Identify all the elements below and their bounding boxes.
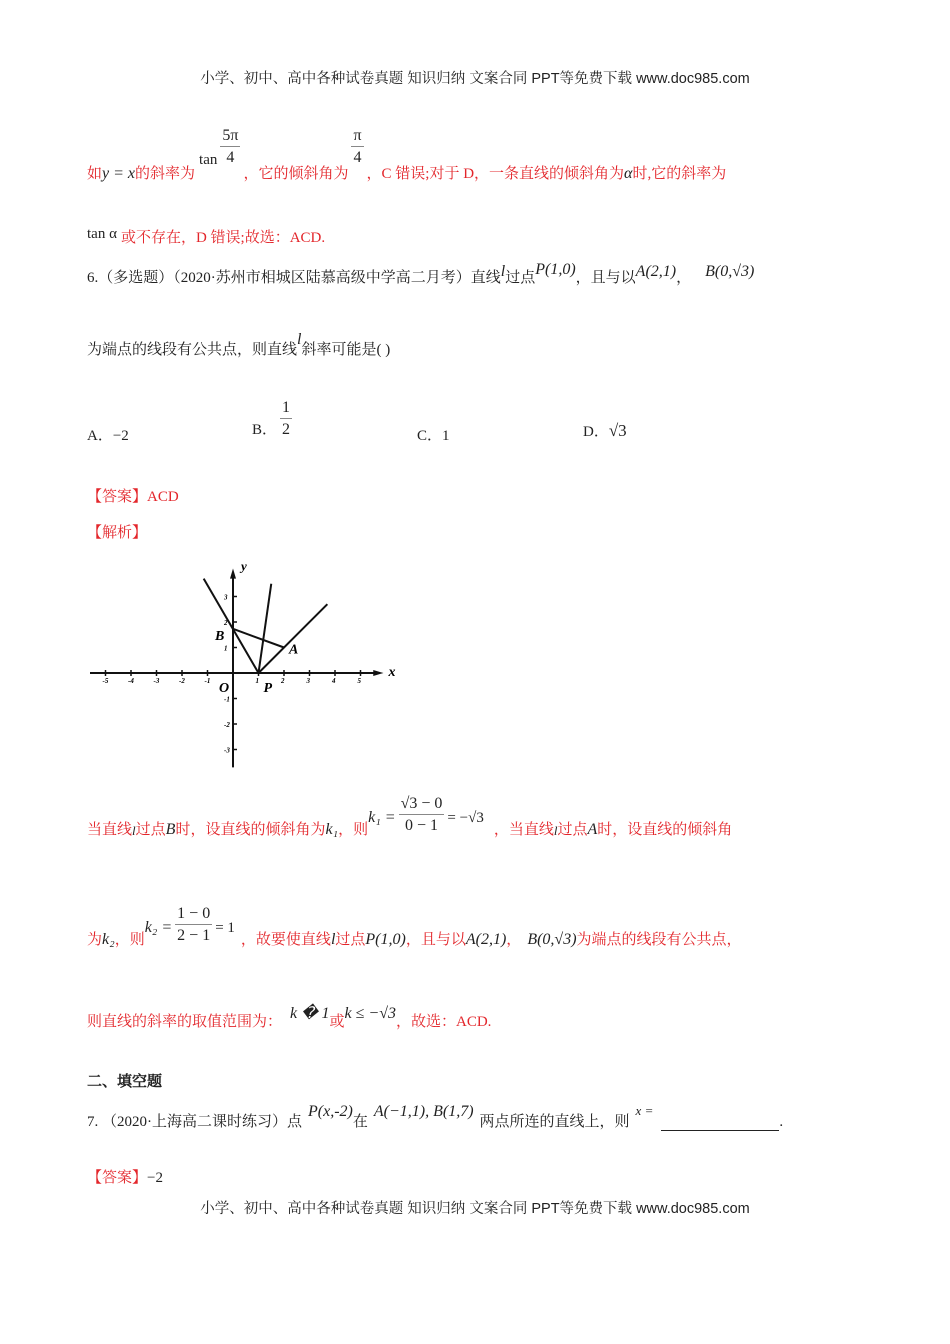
denominator: 2 − 1 xyxy=(177,927,211,944)
math: k � 1 xyxy=(290,1005,330,1022)
page-header: 小学、初中、高中各种试卷真题 知识归纳 文案合同 PPT等免费下载 www.doc985.com xyxy=(200,71,750,87)
text: 为 xyxy=(87,932,103,948)
answer-label: 【答案】 xyxy=(87,1170,148,1186)
x-tick-label: 2 xyxy=(281,677,285,685)
denominator: 4 xyxy=(226,149,235,166)
q6-stem-line-1 xyxy=(87,261,755,287)
math: k ≤ −√3 xyxy=(344,1005,397,1022)
option-b[interactable] xyxy=(252,398,295,441)
line-PB-extended xyxy=(204,579,259,673)
point-A-label: A xyxy=(289,642,299,658)
text: ，故选：ACD. xyxy=(396,1014,492,1030)
text: 当直线 xyxy=(87,822,133,838)
x-tick-label: -4 xyxy=(128,677,134,685)
math: l xyxy=(330,931,336,948)
solution-line-1 xyxy=(87,796,732,839)
text: 为端点的线段有公共点，则直线 xyxy=(87,342,298,358)
math: = 1 xyxy=(215,920,235,936)
solution-line-3 xyxy=(87,1005,492,1031)
text: 过点 xyxy=(505,270,536,286)
option-value: 1 xyxy=(442,428,450,444)
origin-label: O xyxy=(219,681,230,696)
y-tick-label: 3 xyxy=(224,593,228,602)
math: k₂ xyxy=(102,931,115,948)
text: 则直线的斜率的取值范围为： xyxy=(87,1014,283,1030)
math: l xyxy=(553,823,558,838)
denominator: 2 xyxy=(282,421,291,438)
math: α xyxy=(624,165,633,182)
y-axis-label: y xyxy=(241,560,247,574)
math: l xyxy=(500,263,506,280)
x-axis-arrow xyxy=(373,670,383,676)
y-tick-label: -3 xyxy=(224,746,230,755)
option-d[interactable] xyxy=(583,420,627,441)
math: B(0,√3) xyxy=(527,931,577,948)
text: 时,它的斜率为 xyxy=(632,166,727,182)
x-tick-label: 1 xyxy=(255,677,259,685)
x-axis-label: x xyxy=(388,665,396,680)
text: ，则 xyxy=(338,822,369,838)
q6-stem-line-2 xyxy=(87,331,391,359)
math: P(1,0) xyxy=(535,261,576,278)
math: = −√3 xyxy=(447,810,484,826)
q6-analysis-label: 【解析】 xyxy=(87,525,148,541)
math: tan α xyxy=(87,226,117,242)
math: x = xyxy=(635,1103,654,1118)
fraction xyxy=(351,126,363,169)
text: ， xyxy=(676,270,692,286)
math: tan xyxy=(199,152,218,168)
denominator: 0 − 1 xyxy=(405,817,439,834)
text: ，它的倾斜角为 xyxy=(243,166,349,182)
x-tick-label: -1 xyxy=(204,677,211,685)
option-label: C． xyxy=(417,428,443,444)
option-c[interactable] xyxy=(417,424,450,445)
text: 的斜率为 xyxy=(135,166,196,182)
x-tick-label: 5 xyxy=(357,677,361,685)
section-heading: 二、填空题 xyxy=(87,1072,163,1090)
numerator: √3 − 0 xyxy=(399,794,445,815)
text: 为端点的线段有公共点， xyxy=(576,932,742,948)
x-tick-label: -3 xyxy=(153,677,160,685)
text: 时，设直线的倾斜角 xyxy=(597,822,733,838)
option-value: √3 xyxy=(608,421,627,440)
y-tick-label: 1 xyxy=(224,644,228,653)
text: ， xyxy=(506,932,522,948)
y-tick-label: -1 xyxy=(224,695,230,704)
x-tick-label: 4 xyxy=(332,677,336,685)
y-tick-label: 2 xyxy=(224,619,228,627)
line-steep xyxy=(259,584,272,673)
solution-line-2 xyxy=(87,906,742,949)
math: A(2,1) xyxy=(465,931,507,948)
fraction xyxy=(280,398,292,441)
text: ，且与以 xyxy=(405,932,466,948)
math: l xyxy=(297,331,302,348)
fraction xyxy=(220,126,240,169)
point-P-label: P xyxy=(263,681,273,696)
math: k₁ = xyxy=(368,809,396,826)
math: k₁ xyxy=(325,821,339,838)
answer-blank[interactable] xyxy=(661,1114,779,1131)
coordinate-graph xyxy=(85,560,405,775)
text: 或不存在，D 错误;故选：ACD. xyxy=(120,230,326,246)
y-tick-label: -2 xyxy=(224,721,230,729)
text: . xyxy=(779,1114,784,1130)
x-tick-label: -2 xyxy=(179,677,185,685)
answer-value: −2 xyxy=(147,1170,163,1186)
point-B-label: B xyxy=(215,628,225,644)
q7-stem xyxy=(87,1103,784,1131)
math: B(0,√3) xyxy=(705,263,755,280)
x-tick-label: 3 xyxy=(306,677,310,685)
text: ，当直线 xyxy=(493,822,554,838)
text: 斜率可能是( ) xyxy=(301,342,391,358)
text: 过点 xyxy=(135,822,166,838)
text: ，故要使直线 xyxy=(240,932,331,948)
answer-label: 【答案】 xyxy=(87,489,148,505)
answer-value: ACD xyxy=(147,489,179,505)
math: B xyxy=(165,821,176,838)
fraction xyxy=(175,904,212,947)
math: A xyxy=(587,821,598,838)
q7-answer xyxy=(87,1166,163,1187)
math: l xyxy=(132,823,136,838)
math: k₂ = xyxy=(144,919,173,936)
numerator: 1 − 0 xyxy=(175,904,212,925)
page-footer: 小学、初中、高中各种试卷真题 知识归纳 文案合同 PPT等免费下载 www.doc985.com xyxy=(200,1201,750,1217)
option-label: A． xyxy=(87,428,113,444)
text: ，C 错误;对于 D，一条直线的倾斜角为 xyxy=(366,166,625,182)
math: A(−1,1), B(1,7) xyxy=(373,1103,474,1120)
math: y = x xyxy=(102,165,136,182)
text: 或 xyxy=(329,1014,345,1030)
x-tick-label: -5 xyxy=(102,677,109,685)
option-label: B． xyxy=(252,422,278,438)
prev-solution-line-2 xyxy=(87,226,325,247)
text: ，且与以 xyxy=(575,270,636,286)
denominator: 4 xyxy=(353,149,362,166)
option-label: D． xyxy=(583,424,609,440)
text: 两点所连的直线上，则 xyxy=(479,1114,630,1130)
math: P(1,0) xyxy=(365,931,406,948)
fraction xyxy=(399,794,445,837)
line-PA-extended xyxy=(259,604,328,673)
q6-answer xyxy=(87,485,179,506)
segment-AB xyxy=(233,629,284,648)
option-a[interactable] xyxy=(87,424,129,445)
option-value: −2 xyxy=(112,428,129,444)
text: 过点 xyxy=(335,932,366,948)
text: 时，设直线的倾斜角为 xyxy=(175,822,326,838)
text: 在 xyxy=(352,1114,368,1130)
numerator: 5π xyxy=(220,126,240,147)
numerator: 1 xyxy=(280,398,292,419)
y-axis-arrow xyxy=(230,568,236,578)
text: 如 xyxy=(87,166,103,182)
math: A(2,1) xyxy=(635,263,677,280)
text: 7. （2020·上海高二课时练习）点 xyxy=(87,1114,302,1130)
numerator: π xyxy=(351,126,363,147)
math: P(x,-2) xyxy=(308,1103,353,1120)
text: 过点 xyxy=(557,822,588,838)
text: ，则 xyxy=(114,932,145,948)
text: 6.（多选题）（2020·苏州市相城区陆慕高级中学高二月考）直线 xyxy=(87,270,501,286)
